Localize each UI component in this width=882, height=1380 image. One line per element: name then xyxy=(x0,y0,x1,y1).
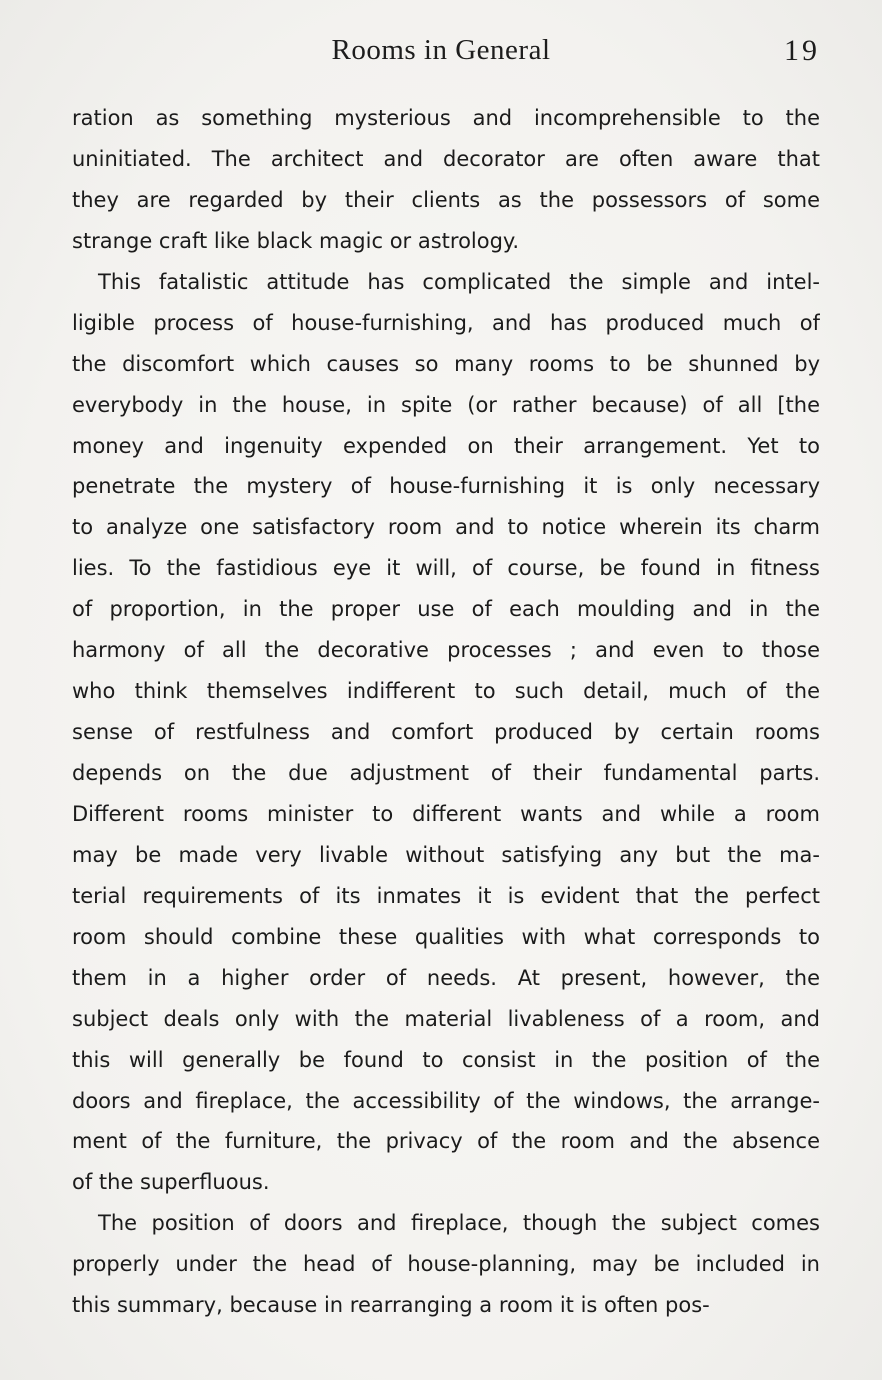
text-line: may be made very livable without satisfying any but the ma- xyxy=(72,842,820,867)
paragraph xyxy=(72,1203,820,1326)
paragraph xyxy=(72,262,820,1204)
text-line: who think themselves indifferent to such detail, much of the xyxy=(72,679,820,704)
text-line: The position of doors and fireplace, though the subject comes xyxy=(98,1211,820,1236)
text-line: penetrate the mystery of house-furnishing it is only necessary xyxy=(72,474,820,499)
text-line: ration as something mysterious and incomprehensible to the xyxy=(72,106,820,130)
text-line: of the superfluous. xyxy=(72,1170,270,1195)
text-line: this will generally be found to consist in the position of the xyxy=(72,1047,820,1072)
text-line: ment of the furniture, the privacy of the room and the absence xyxy=(72,1129,820,1154)
text-line: uninitiated. The architect and decorator are often aware that xyxy=(72,146,820,171)
text-line: of proportion, in the proper use of each moulding and in the xyxy=(72,597,820,622)
text-line: This fatalistic attitude has complicated the simple and intel- xyxy=(98,269,820,294)
text-line: everybody in the house, in spite (or rather because) of all [the xyxy=(72,392,820,417)
text-line: them in a higher order of needs. At present, however, the xyxy=(72,965,820,990)
text-line: this summary, because in rearranging a room it is often pos- xyxy=(72,1293,710,1318)
text-line: ligible process of house-furnishing, and has produced much of xyxy=(72,310,820,335)
running-head xyxy=(0,30,882,80)
text-line: money and ingenuity expended on their arrangement. Yet to xyxy=(72,433,820,458)
text-line: subject deals only with the material livableness of a room, and xyxy=(72,1006,820,1031)
text-line: sense of restfulness and comfort produced by certain rooms xyxy=(72,720,820,745)
text-line: lies. To the fastidious eye it will, of course, be found in fitness xyxy=(72,556,820,581)
text-line: Different rooms minister to different wants and while a room xyxy=(72,801,820,826)
text-line: doors and fireplace, the accessibility of the windows, the arrange- xyxy=(72,1088,820,1113)
text-line: room should combine these qualities with what corresponds to xyxy=(72,924,820,949)
page-number: 19 xyxy=(784,34,820,67)
text-line: they are regarded by their clients as the possessors of some xyxy=(72,187,820,212)
text-line: to analyze one satisfactory room and to notice wherein its charm xyxy=(72,515,820,540)
text-line: the discomfort which causes so many rooms to be shunned by xyxy=(72,351,820,376)
text-line: properly under the head of house-planning, may be included in xyxy=(72,1252,820,1277)
running-title: Rooms in General xyxy=(331,34,551,66)
text-line: depends on the due adjustment of their fundamental parts. xyxy=(72,761,820,785)
text-line: terial requirements of its inmates it is evident that the perfect xyxy=(72,883,820,908)
text-line: strange craft like black magic or astrology. xyxy=(72,228,520,253)
paragraph xyxy=(72,98,820,262)
text-line: harmony of all the decorative processes ; and even to those xyxy=(72,638,820,663)
body-text xyxy=(72,98,820,1326)
